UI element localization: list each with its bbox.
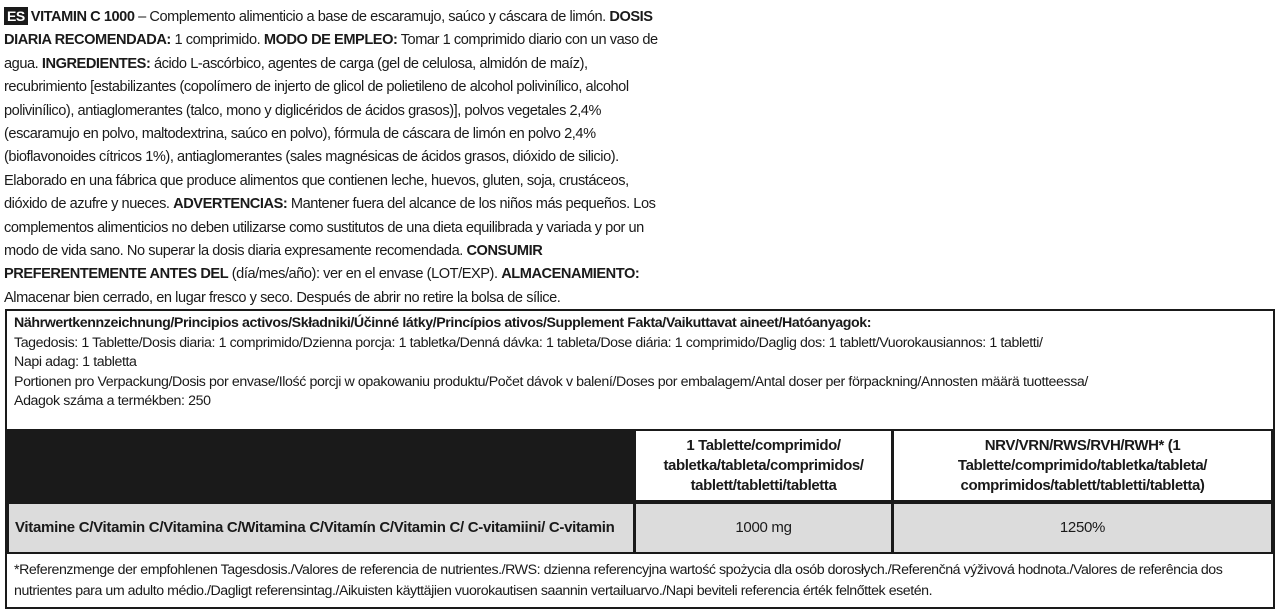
nutrient-nrv: 1250% bbox=[894, 504, 1271, 552]
usage-text: Tomar 1 comprimido diario con un vaso de agua. bbox=[4, 32, 658, 72]
warnings-text: Mantener fuera del alcance de los niños más pequeños. Los complementos alimenticios no deben utilizarse como sustitutos de una dieta equilibrada y variada y por un modo de vida sano. No superar la dosis diaria expresamente recomendada. bbox=[4, 196, 656, 260]
nutrient-name-text: Vitamine C/Vitamin C/Vitamina C/Witamina C/Vitamín C/Vitamin C/ C-vitamiini/ C-vitamin bbox=[15, 519, 615, 536]
usage-label: MODO DE EMPLEO: bbox=[263, 32, 398, 49]
servings-per-pack-line-2: Adagok száma a termékben: 250 bbox=[14, 393, 211, 410]
spanish-label-text bbox=[4, 6, 664, 310]
storage-text: Almacenar bien cerrado, en lugar fresco y seco. Después de abrir no retire la bolsa de sílice. bbox=[4, 289, 561, 306]
dose-label: DOSIS DIARIA RECOMENDADA: bbox=[4, 9, 653, 49]
language-badge-es: ES bbox=[4, 7, 28, 25]
header-amount-per-tablet bbox=[636, 431, 891, 500]
table-title: Nährwertkennzeichnung/Principios activos/Składniki/Účinné látky/Princípios ativos/Supplement Fakta/Vaikuttavat aineet/Hatóanyagok: bbox=[14, 315, 872, 331]
header-amount-label: 1 Tablette/comprimido/ tabletka/tableta/comprimidos/ tablett/tabletti/tabletta bbox=[663, 436, 864, 494]
storage-label: ALMACENAMIENTO: bbox=[501, 266, 640, 283]
header-nrv bbox=[894, 431, 1271, 500]
dose-text: 1 comprimido. bbox=[170, 32, 264, 49]
nutrient-name bbox=[9, 504, 633, 552]
best-before-text: (día/mes/año): ver en el envase (LOT/EXP). bbox=[228, 266, 502, 283]
product-description: – Complemento alimenticio a base de escaramujo, saúco y cáscara de limón. bbox=[134, 9, 610, 25]
serving-size-line: Tagedosis: 1 Tablette/Dosis diaria: 1 comprimido/Dzienna porcja: 1 tabletka/Denná dávka: 1 tableta/Dose diária: 1 comprimido/Daglig dos: 1 tablett/Vuorokausiannos: 1 tabletti/ bbox=[14, 334, 1043, 351]
table-header-row bbox=[7, 429, 1273, 502]
warnings-label: ADVERTENCIAS: bbox=[173, 196, 288, 213]
header-nrv-label: NRV/VRN/RWS/RVH/RWH* (1 Tablette/comprimido/tabletka/tableta/ comprimidos/tablett/tabletti/tabletta) bbox=[957, 436, 1208, 494]
nutrition-table bbox=[5, 309, 1275, 609]
ingredients-label: INGREDIENTES: bbox=[41, 55, 151, 72]
ingredients-text: ácido L-ascórbico, agentes de carga (gel de celulosa, almidón de maíz), recubrimiento [estabilizantes (copolímero de injerto de glicol de polietileno de alcohol polivinílico, alcohol polivinílico), antiaglomerantes (talco, mono y diglicéridos de ácidos grasos)], polvos vegetales 2,4% (escaramujo en polvo, maltodextrina, saúco en polvo), fórmula de cáscara de limón en polvo 2,4% (bioflavonoides cítricos 1%), antiaglomerantes (sales magnésicas de ácidos grasos, dióxido de silicio). Elaborado en una fábrica que produce alimentos que contienen leche, huevos, gluten, soja, crustáceos, dióxido de azufre y nueces. bbox=[4, 55, 629, 213]
best-before-label: CONSUMIR PREFERENTEMENTE ANTES DEL bbox=[4, 243, 543, 283]
nutrient-amount: 1000 mg bbox=[636, 504, 891, 552]
serving-size-line-2: Napi adag: 1 tabletta bbox=[14, 354, 137, 371]
table-row-vitamin-c bbox=[7, 502, 1273, 554]
product-name: VITAMIN C 1000 bbox=[30, 9, 135, 25]
servings-per-pack-line: Portionen pro Verpackung/Dosis por envase/Ilość porcji w opakowaniu produktu/Počet dávok v balení/Doses por embalagem/Antal doser per förpackning/Annosten määrä tuotteessa/ bbox=[14, 373, 1088, 390]
table-info bbox=[7, 311, 1273, 412]
footnote: *Referenzmenge der empfohlenen Tagesdosis./Valores de referencia de nutrientes./RWS: dzienna referencyjna wartość spożycia dla osób dorosłych./Referenčná výživová hodnota./Valores de referência dos nutrientes para um adulto médio./Dagligt referensintag./Aikuisten käyttäjien vuorokautisen saannin vertailuarvo./Napi beviteli referencia érték felnőttek esetén. bbox=[14, 562, 1223, 599]
